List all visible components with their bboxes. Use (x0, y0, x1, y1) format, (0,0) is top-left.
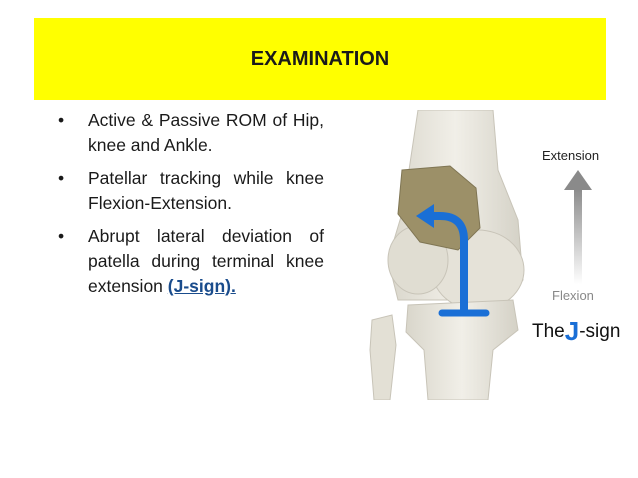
slide-title: EXAMINATION (250, 48, 390, 70)
bullet-item (58, 108, 324, 158)
caption-the: The (532, 321, 565, 342)
bullet-dot-icon: • (58, 110, 65, 130)
caption-j: J (564, 316, 580, 346)
bullet-dot-icon: • (58, 168, 65, 188)
bullet-text: Active & Passive ROM of Hip, knee and Ankle. (88, 110, 324, 155)
bullet-text: Patellar tracking while knee Flexion-Extension. (88, 168, 324, 213)
bullet-text: Abrupt lateral deviation of patella during terminal knee extension (88, 226, 324, 296)
bullet-item (58, 224, 324, 299)
flexion-label: Flexion (552, 288, 594, 303)
bullet-item (58, 166, 324, 216)
arrow-up-icon (564, 170, 592, 190)
extension-flexion-arrow-icon (574, 188, 582, 284)
j-sign-caption (532, 316, 620, 347)
bullet-dot-icon: • (58, 226, 65, 246)
title-band (34, 18, 606, 100)
bullet-list (58, 108, 324, 307)
fibula-shape (370, 315, 396, 400)
extension-label: Extension (542, 148, 600, 163)
caption-sign: -sign (579, 321, 621, 342)
j-sign-emphasis: (J-sign). (167, 276, 236, 296)
knee-j-sign-figure (358, 110, 630, 400)
